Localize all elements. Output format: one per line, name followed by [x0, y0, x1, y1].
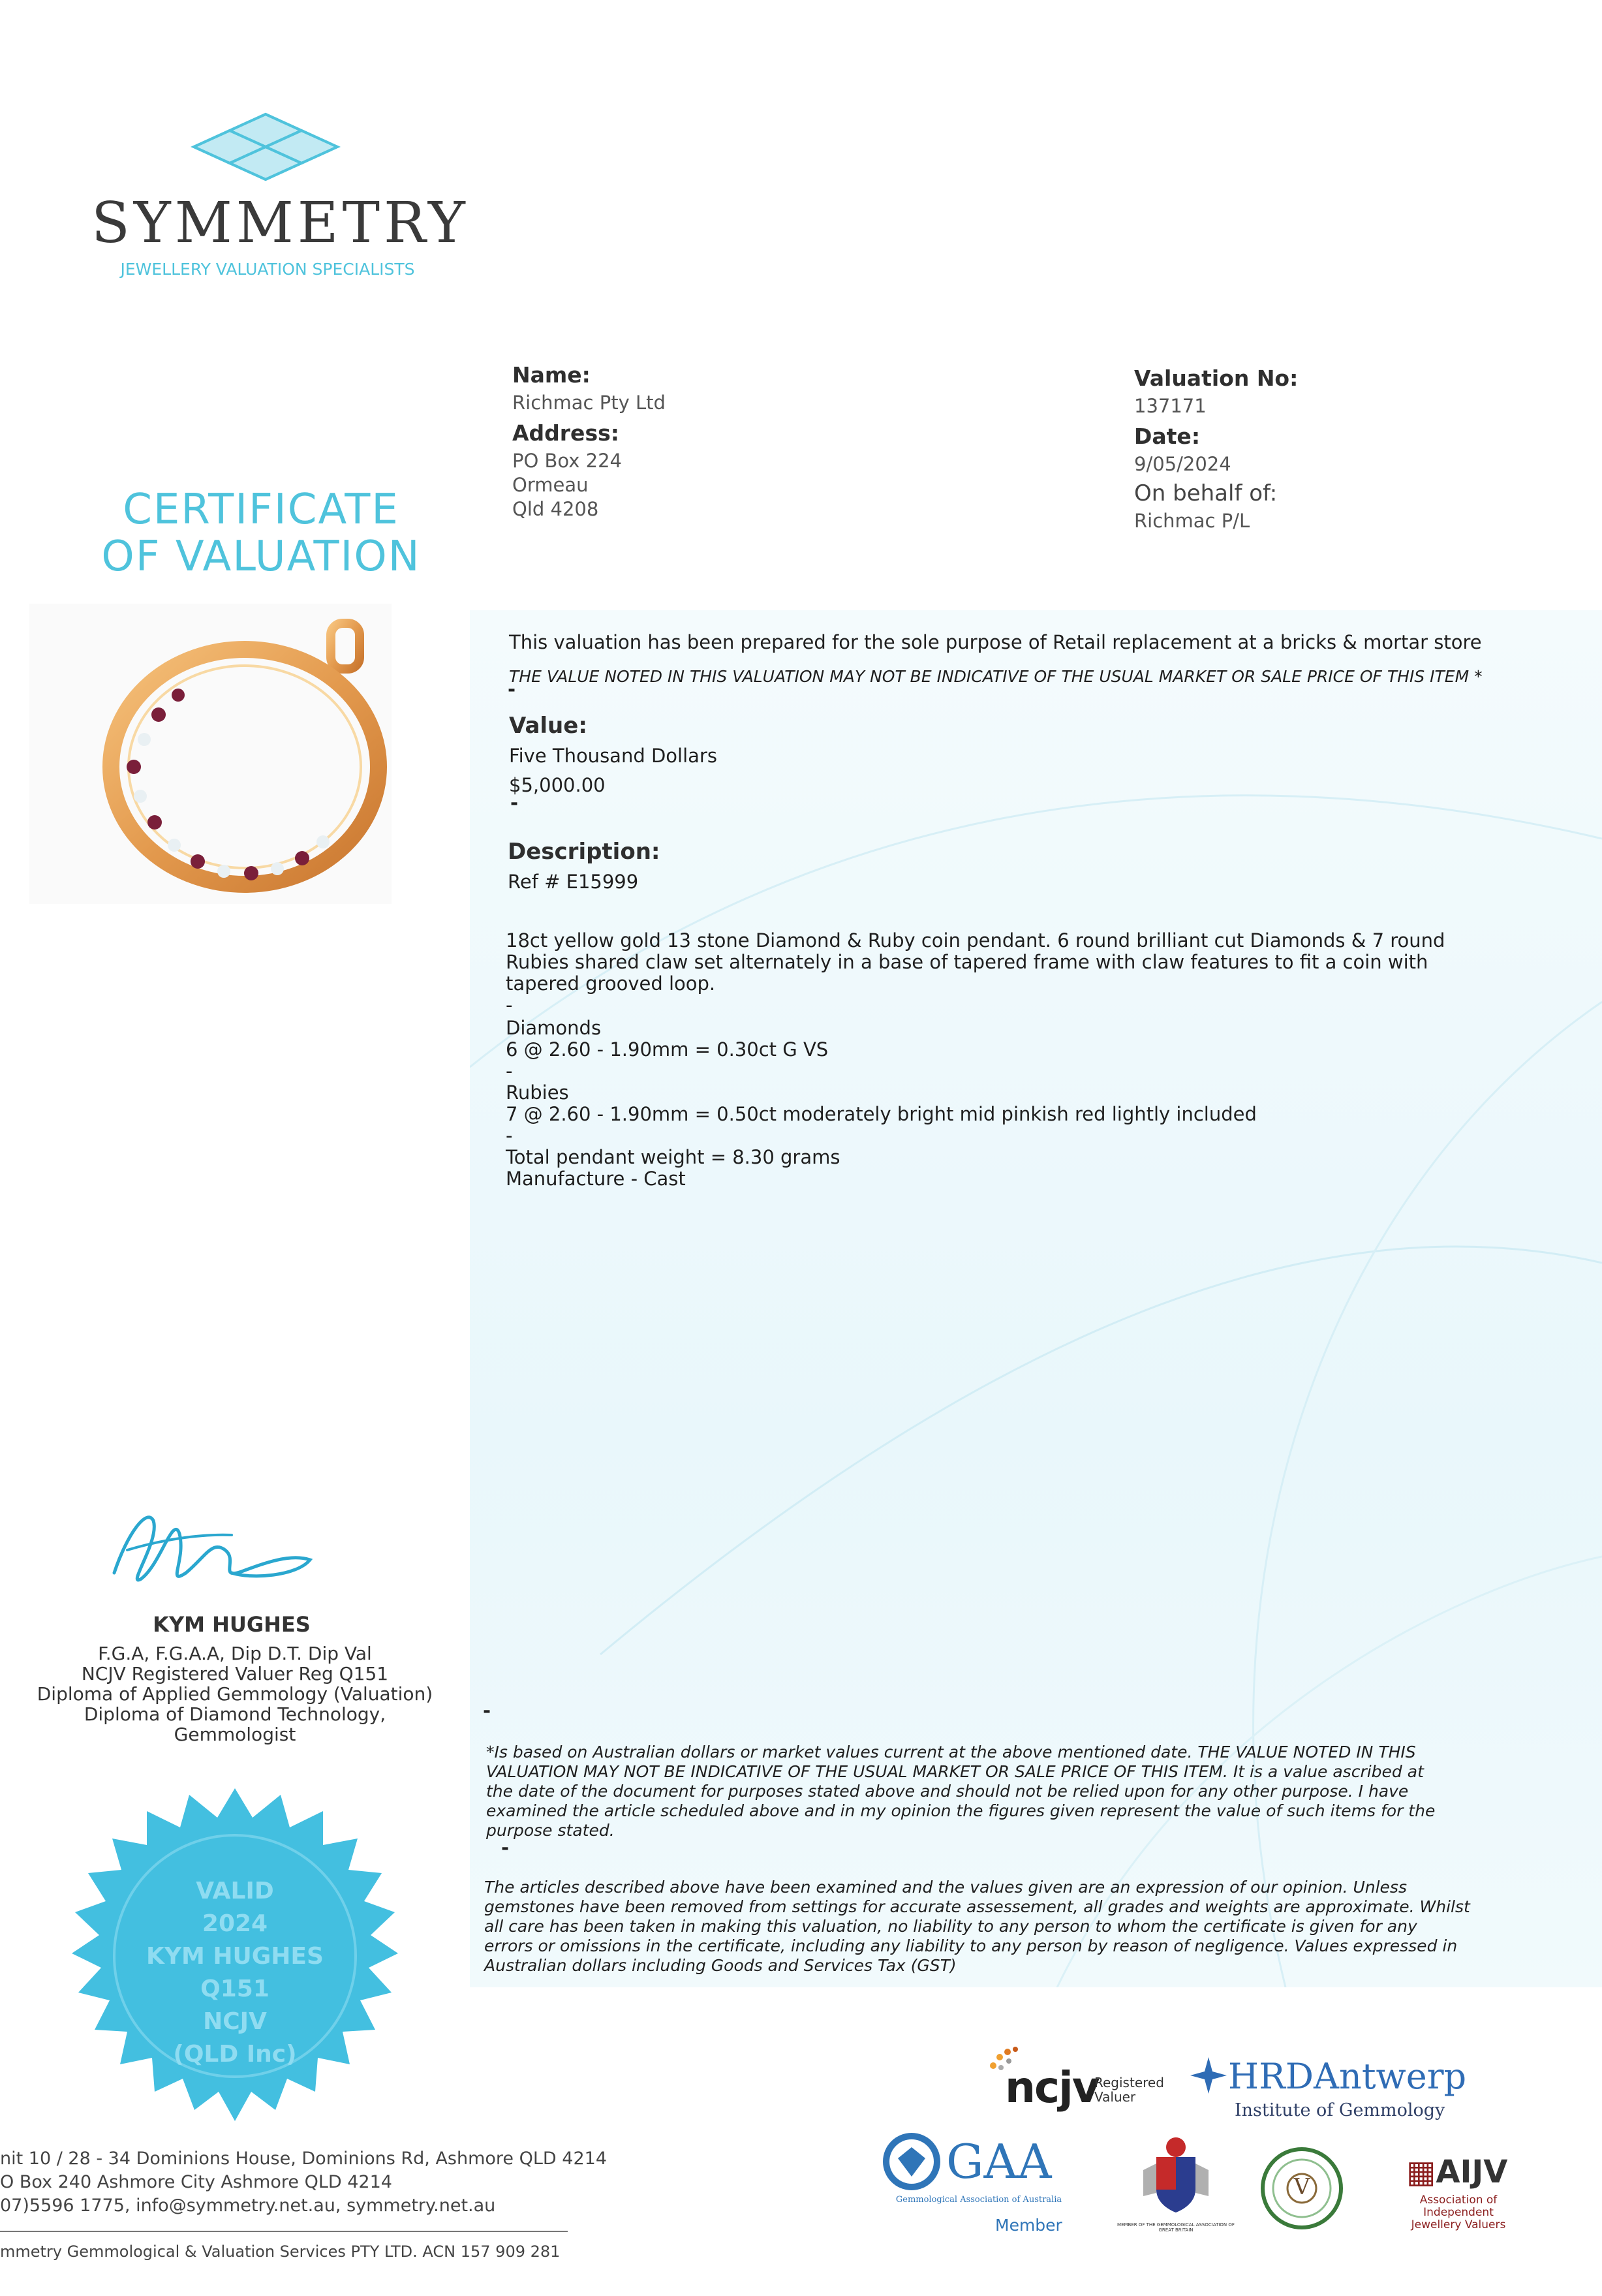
aijv-sub-line: Jewellery Valuers — [1411, 2218, 1506, 2231]
ncjv-subtitle — [1094, 2075, 1164, 2104]
purpose-warning: THE VALUE NOTED IN THIS VALUATION MAY NOT BE INDICATIVE OF THE USUAL MARKET OR SALE PRICE OF THIS ITEM * — [509, 667, 1483, 686]
disclaimer-line: gemstones have been removed from settings for accurate assessement, all grades and weights are approximate. Whilst — [484, 1897, 1470, 1916]
credential-line: Diploma of Diamond Technology, — [84, 1703, 386, 1725]
disclaimer-line: the date of the document for purposes stated above and should not be relied upon for any other purpose. I have — [486, 1782, 1409, 1801]
summary-line: 18ct yellow gold 13 stone Diamond & Ruby coin pendant. 6 round brilliant cut Diamonds & 7 round — [506, 929, 1445, 952]
gaa-diamond-badge-icon — [881, 2131, 943, 2193]
certificate-title-line1: CERTIFICATE — [123, 486, 399, 534]
dash: - — [506, 1125, 513, 1147]
ncjv-wordmark: ncjv — [1005, 2062, 1099, 2113]
valuers-v-badge — [1259, 2146, 1344, 2231]
valuation-number-label: Valuation No: — [1134, 365, 1299, 391]
seal-line: 2024 — [202, 1910, 268, 1937]
address-line: PO Box 224 — [512, 450, 623, 472]
crest-caption: MEMBER OF THE GEMMOLOGICAL ASSOCIATION OF GREAT BRITAIN — [1117, 2222, 1235, 2233]
client-block — [512, 362, 666, 521]
purpose-text: This valuation has been prepared for the sole purpose of Retail replacement at a bricks & mortar store — [509, 631, 1482, 653]
total-weight: Total pendant weight = 8.30 grams — [506, 1146, 840, 1168]
aijv-wordmark — [1406, 2154, 1507, 2190]
footer-company: mmetry Gemmological & Valuation Services PTY LTD. ACN 157 909 281 — [0, 2242, 561, 2261]
gaa-member: Member — [995, 2216, 1062, 2235]
aijv-subtitle — [1403, 2194, 1514, 2231]
valuer-credentials — [13, 1643, 457, 1745]
v-letter: V — [1293, 2174, 1310, 2200]
manufacture: Manufacture - Cast — [506, 1168, 686, 1190]
aijv-grid-icon: ▦ — [1406, 2154, 1436, 2190]
gaa-subtitle: Gemmological Association of Australia — [895, 2195, 1062, 2205]
footer-line: O Box 240 Ashmore City Ashmore QLD 4214 — [0, 2172, 392, 2192]
diamonds-detail: 6 @ 2.60 - 1.90mm = 0.30ct G VS — [506, 1038, 829, 1061]
seal-line: KYM HUGHES — [146, 1943, 324, 1970]
hrd-star-icon — [1189, 2056, 1228, 2095]
disclaimer-line: The articles described above have been examined and the values given are an expression of our opinion. Unless — [484, 1878, 1407, 1897]
hrd-subtitle: Institute of Gemmology — [1235, 2100, 1445, 2120]
disclaimer-line: errors or omissions in the certificate, including any liability to any person by reason of negligence. Values expressed in — [484, 1936, 1458, 1955]
description-ref: Ref # E15999 — [508, 871, 639, 893]
seal-line: Q151 — [200, 1976, 270, 2002]
description-summary — [506, 930, 1445, 1190]
dash: - — [506, 1060, 513, 1082]
hrd-antwerp-logo — [1189, 2056, 1467, 2128]
ncjv-seal — [39, 1785, 431, 2157]
seal-text — [39, 1875, 431, 2071]
client-name: Richmac Pty Ltd — [512, 392, 666, 414]
description-label: Description: — [508, 839, 660, 865]
gaa-wordmark: GAA — [946, 2134, 1052, 2189]
address-line: Ormeau — [512, 474, 589, 496]
ncjv-sub-line: Registered — [1094, 2075, 1164, 2090]
disclaimer-line: VALUATION MAY NOT BE INDICATIVE OF THE USUAL MARKET OR SALE PRICE OF THIS ITEM. It is a value ascribed at — [486, 1762, 1424, 1781]
aijv-logo — [1403, 2154, 1514, 2245]
gaa-logo — [881, 2131, 1077, 2242]
disclaimer-line: all care has been taken in making this valuation, no liability to any person to whom the certificate is given for any — [484, 1917, 1417, 1936]
valuer-name: KYM HUGHES — [153, 1612, 311, 1637]
ncjv-logo — [987, 2043, 1182, 2115]
aijv-sub-line: Association of — [1419, 2194, 1498, 2207]
credential-line: NCJV Registered Valuer Reg Q151 — [81, 1663, 389, 1684]
aijv-text: AIJV — [1436, 2154, 1508, 2190]
valuation-block — [1134, 365, 1298, 533]
value-amount: $5,000.00 — [509, 774, 606, 796]
name-label: Name: — [512, 362, 591, 388]
credential-line: Diploma of Applied Gemmology (Valuation) — [37, 1683, 433, 1705]
ncjv-sub-line: Valuer — [1094, 2089, 1136, 2105]
seal-line: VALID — [196, 1878, 274, 1904]
footer-line: nit 10 / 28 - 34 Dominions House, Dominions Rd, Ashmore QLD 4214 — [0, 2149, 608, 2169]
symmetry-diamond-logo-icon — [191, 111, 341, 183]
address-label: Address: — [512, 420, 619, 446]
footer-line: 07)5596 1775, info@symmetry.net.au, symmetry.net.au — [0, 2195, 496, 2216]
aijv-sub-line: Independent — [1423, 2206, 1494, 2219]
summary-line: Rubies shared claw set alternately in a base of tapered frame with claw features to fit a coin with — [506, 951, 1428, 973]
rubies-detail: 7 @ 2.60 - 1.90mm = 0.50ct moderately bright mid pinkish red lightly included — [506, 1103, 1257, 1125]
footer-divider — [0, 2231, 568, 2232]
hrd-wordmark: HRDAntwerp — [1228, 2056, 1467, 2097]
dash: - — [483, 1699, 491, 1722]
certificate-title — [65, 486, 457, 580]
rubies-label: Rubies — [506, 1081, 569, 1104]
valuation-number: 137171 — [1134, 395, 1207, 417]
certificate-title-line2: OF VALUATION — [101, 533, 421, 581]
dash: - — [501, 1837, 510, 1859]
disclaimer-line: Australian dollars including Goods and Services Tax (GST) — [484, 1956, 957, 1975]
seal-line: NCJV — [203, 2008, 267, 2035]
pendant-photo — [29, 604, 392, 904]
address-line: Qld 4208 — [512, 498, 599, 520]
behalf-value: Richmac P/L — [1134, 510, 1250, 532]
dash: - — [506, 994, 513, 1016]
behalf-label: On behalf of: — [1134, 480, 1278, 506]
disclaimer-line: examined the article scheduled above and in my opinion the figures given represent the value of such items for the — [486, 1801, 1436, 1820]
date-label: Date: — [1134, 424, 1201, 449]
coat-of-arms-icon — [1137, 2131, 1215, 2222]
dash: - — [508, 678, 516, 700]
brand-tagline: JEWELLERY VALUATION SPECIALISTS — [120, 260, 415, 279]
dash: - — [510, 792, 519, 814]
credential-line: Gemmologist — [174, 1724, 296, 1745]
disclaimer-line: *Is based on Australian dollars or market values current at the above mentioned date. THE VALUE NOTED IN THIS — [486, 1743, 1416, 1761]
disclaimer-para2 — [484, 1878, 1528, 1976]
disclaimer-para1 — [486, 1743, 1504, 1840]
pendant-image — [29, 604, 392, 904]
diamonds-label: Diamonds — [506, 1017, 602, 1039]
seal-line: (QLD Inc) — [173, 2041, 297, 2068]
credential-line: F.G.A, F.G.A.A, Dip D.T. Dip Val — [98, 1643, 372, 1664]
footer-address — [0, 2147, 607, 2218]
summary-line: tapered grooved loop. — [506, 972, 716, 995]
gagb-crest-logo — [1117, 2131, 1235, 2242]
value-words: Five Thousand Dollars — [509, 745, 717, 767]
handwritten-signature-icon — [101, 1495, 323, 1599]
valuation-date: 9/05/2024 — [1134, 453, 1231, 475]
value-label: Value: — [509, 713, 587, 739]
disclaimer-line: purpose stated. — [486, 1821, 615, 1840]
brand-name: SYMMETRY — [91, 191, 469, 256]
